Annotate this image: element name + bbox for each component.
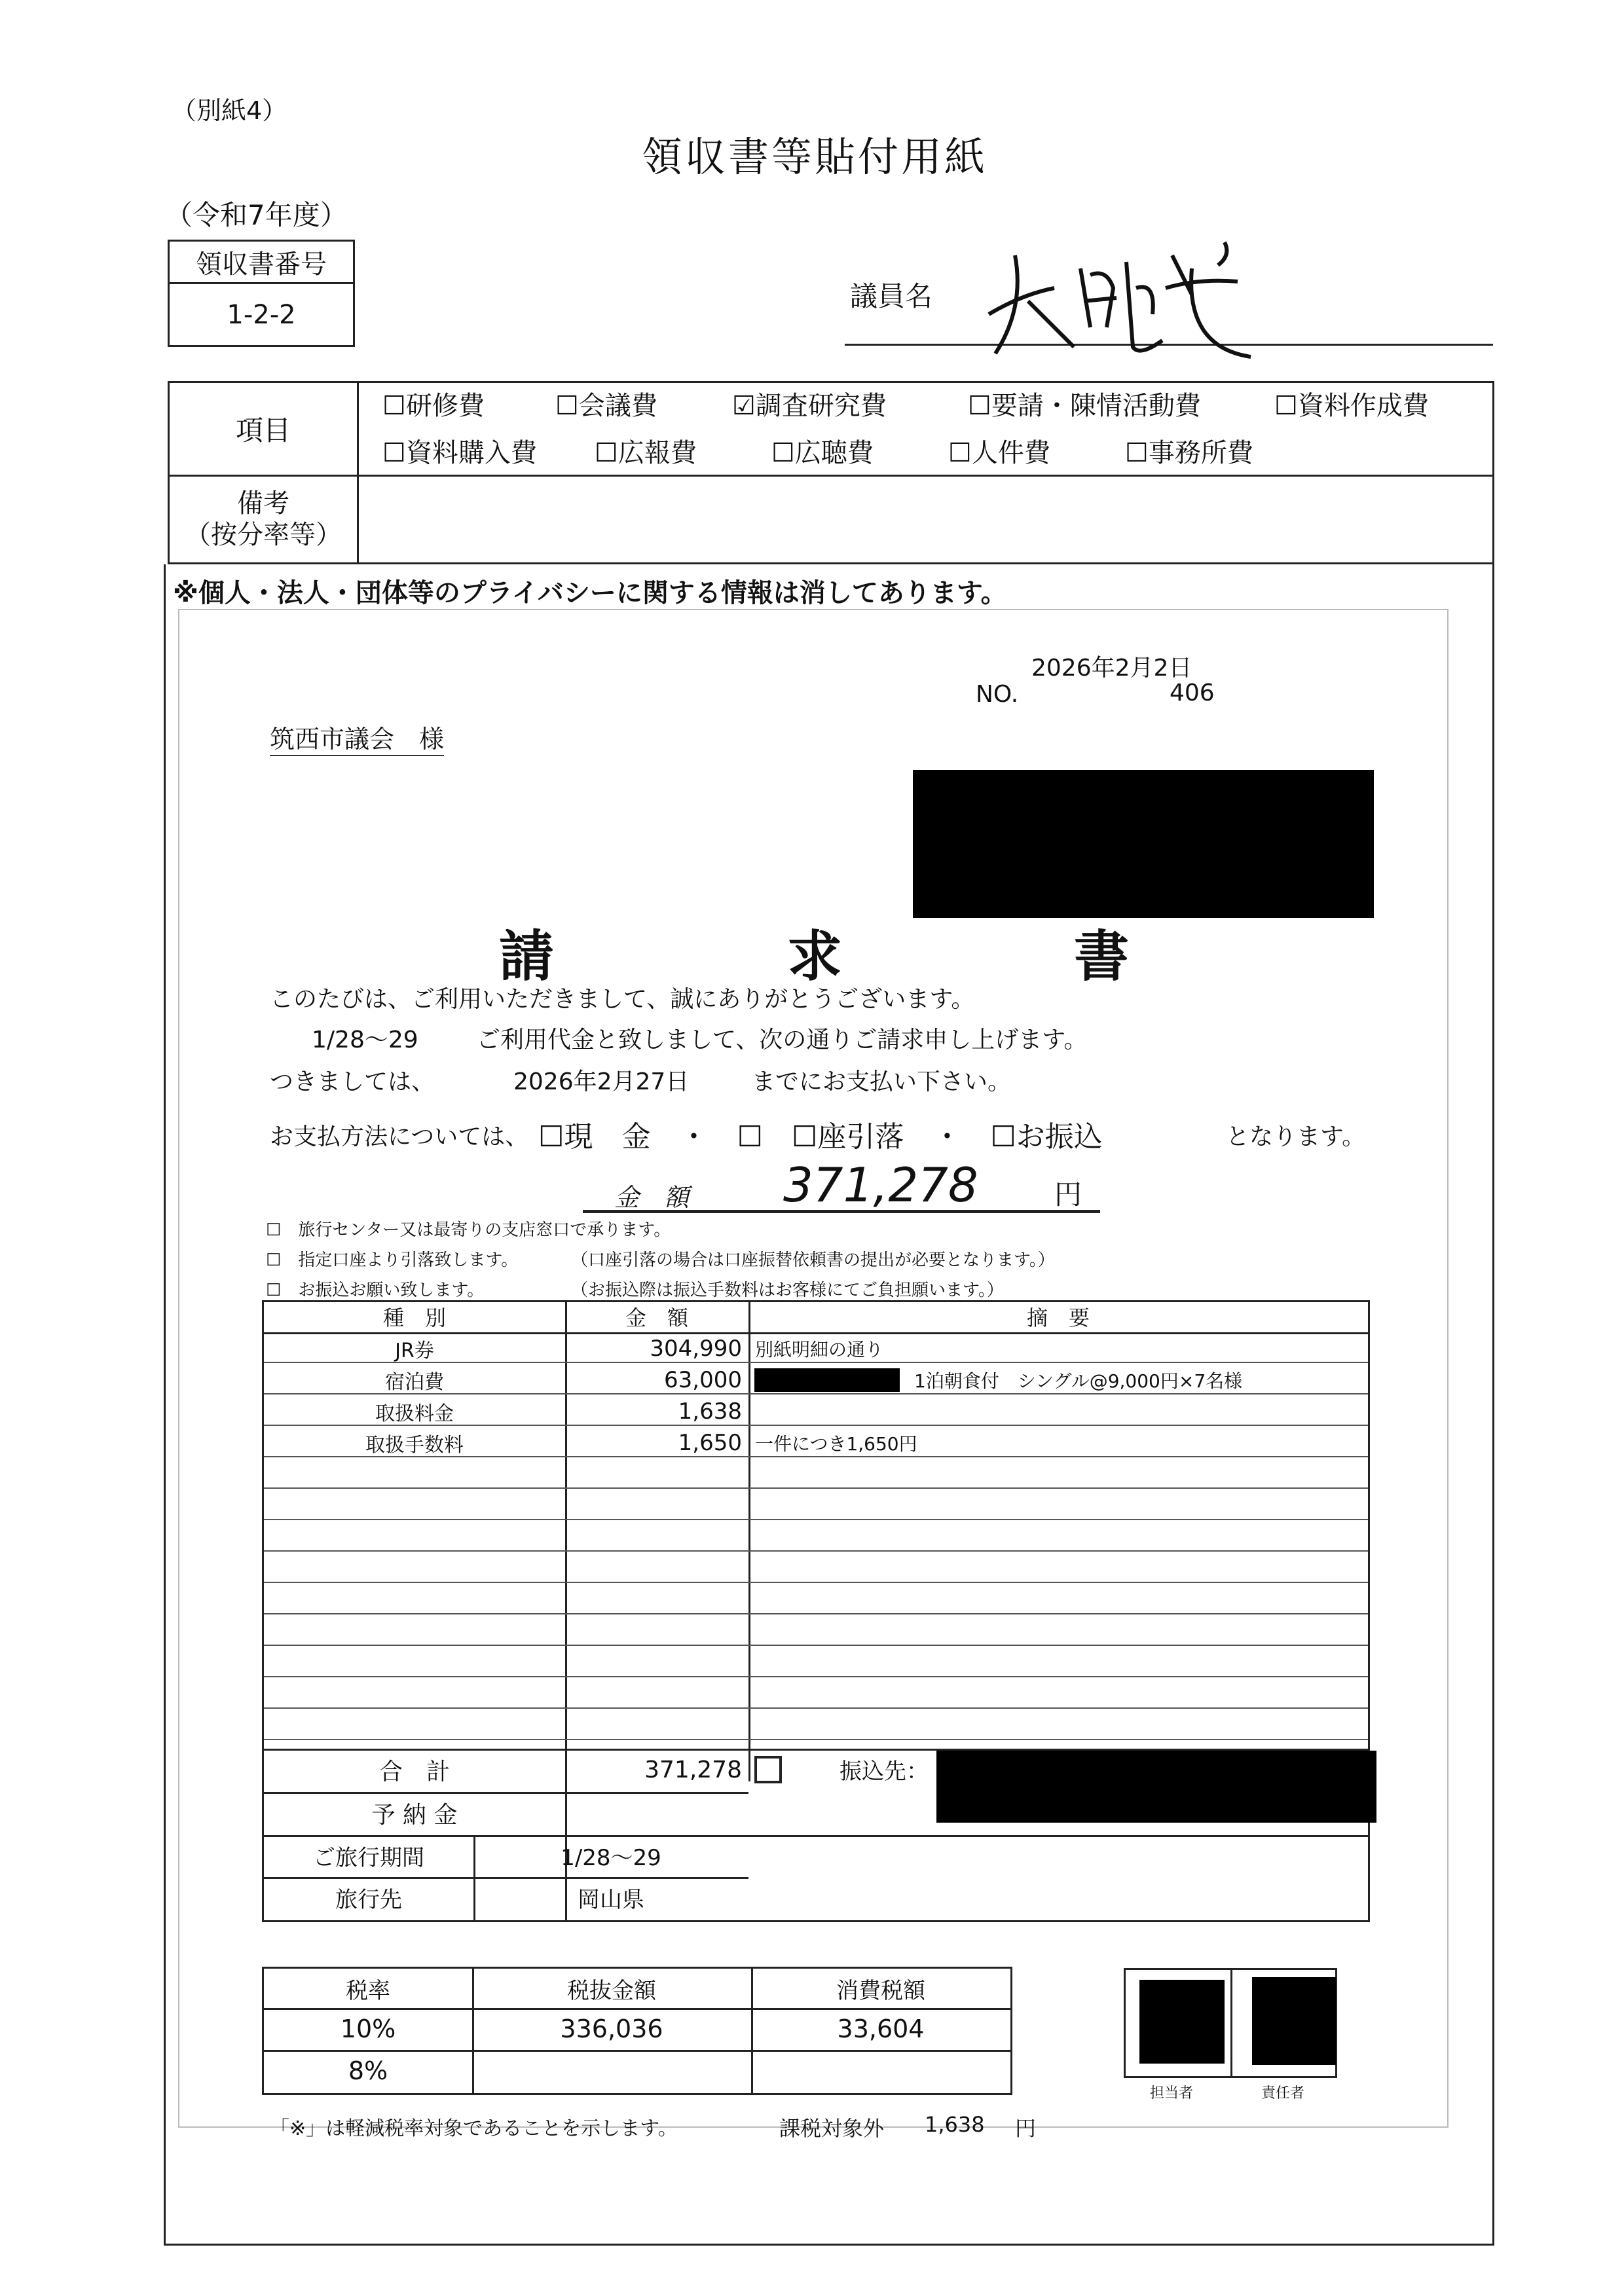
redacted-stamp-manager (1252, 1977, 1336, 2065)
amount-unit: 円 (1054, 1178, 1082, 1211)
row-summary: 1泊朝食付 シングル@9,000円×7名様 (914, 1370, 1243, 1392)
detail-row-rule (264, 1613, 1368, 1614)
note-3-extra: （お振込際は振込手数料はお客様にてご負担願います。） (571, 1277, 1004, 1302)
category-yosei-chinjo[interactable]: ☐要請・陳情活動費 (968, 391, 1201, 421)
amount-underline (583, 1210, 1100, 1213)
billing-line: ご利用代金と致しまして、次の通りご請求申し上げます。 (477, 1027, 1088, 1053)
row-type: JR券 (395, 1339, 434, 1362)
destination-value: 岡山県 (578, 1886, 644, 1913)
fiscal-year: （令和7年度） (165, 199, 348, 231)
member-name-label: 議員名 (850, 280, 933, 312)
row-amount: 1,650 (678, 1430, 742, 1456)
payment-suffix: となります。 (1226, 1123, 1366, 1150)
note-2-extra: （口座引落の場合は口座振替依頼書の提出が必要となります。） (571, 1250, 1055, 1270)
receipt-number-label: 領収書番号 (196, 249, 327, 280)
trip-period-value: 1/28～29 (561, 1844, 661, 1871)
tax-header-net: 税抜金額 (567, 1977, 656, 2004)
trip-period-label: ご旅行期間 (313, 1844, 424, 1871)
non-taxable-label: 課税対象外 (779, 2116, 885, 2141)
page-title: 領収書等貼付用紙 (642, 133, 988, 181)
redacted-stamp-staff (1139, 1980, 1225, 2064)
category-jimusho[interactable]: ☐事務所費 (1125, 438, 1253, 468)
detail-row-rule (264, 1645, 1368, 1646)
transfer-checkbox[interactable] (754, 1756, 782, 1783)
row-type: 宿泊費 (385, 1371, 444, 1394)
tax-header-tax: 消費税額 (836, 1977, 925, 2004)
remarks-label: 備考 （按分率等） (185, 488, 342, 550)
header-summary: 摘 要 (1026, 1305, 1090, 1330)
prepaid-label: 予 納 金 (371, 1801, 458, 1829)
category-kocho[interactable]: ☐広聴費 (771, 438, 874, 468)
reduced-rate-note: 「※」は軽減税率対象であることを示します。 (270, 2117, 678, 2140)
row-amount: 63,000 (664, 1367, 742, 1393)
row-summary (748, 1396, 1368, 1427)
privacy-note: ※個人・法人・団体等のプライバシーに関する情報は消してあります。 (173, 578, 1007, 608)
invoice-title-char-2: 求 (787, 924, 843, 989)
invoice-title-char-1: 請 (499, 924, 555, 989)
category-kenshu[interactable]: ☐研修費 (382, 391, 485, 421)
due-prefix: つきましては、 (270, 1068, 435, 1095)
detail-row-rule (264, 1582, 1368, 1583)
non-taxable-value: 1,638 (925, 2112, 985, 2137)
tax-net-10: 336,036 (560, 2014, 663, 2043)
row-summary: 別紙明細の通り (755, 1339, 884, 1360)
header-type: 種 別 (382, 1305, 446, 1330)
detail-row-rule (264, 1676, 1368, 1677)
invoice-no-label: NO. (976, 681, 1019, 708)
amount-value: 371,278 (783, 1157, 978, 1212)
due-suffix: までにお支払い下さい。 (752, 1068, 1012, 1095)
item-label: 項目 (235, 414, 291, 446)
tax-rate-10: 10% (340, 2014, 396, 2043)
payment-prefix: お支払方法については、 (270, 1123, 529, 1150)
category-jinken[interactable]: ☐人件費 (948, 438, 1050, 468)
row-type: 取扱手数料 (365, 1434, 464, 1457)
transfer-label: 振込先： (840, 1758, 929, 1785)
note-1: ☐ 旅行センター又は最寄りの支店窓口で承ります。 (266, 1220, 671, 1240)
member-signature (976, 216, 1277, 367)
row-type: 取扱料金 (375, 1402, 454, 1425)
tax-header-rate: 税率 (346, 1977, 390, 2004)
row-amount: 304,990 (650, 1336, 742, 1362)
payment-options: ☐現 金 ・ ☐ ☐座引落 ・ ☐お振込 (538, 1120, 1103, 1154)
destination-label: 旅行先 (335, 1886, 402, 1913)
redacted-transfer-account (936, 1751, 1376, 1823)
redacted-hotel (754, 1368, 900, 1392)
detail-row-rule (264, 1739, 1368, 1740)
receipt-number-box (168, 240, 355, 347)
stamp-label-manager: 責任者 (1261, 2085, 1305, 2102)
category-koho[interactable]: ☐広報費 (595, 438, 697, 468)
category-kaigi[interactable]: ☐会議費 (555, 391, 657, 421)
total-value: 371,278 (644, 1756, 742, 1783)
detail-row-rule (264, 1707, 1368, 1709)
total-label: 合 計 (378, 1758, 450, 1785)
category-chosa-kenkyu[interactable]: ☑調査研究費 (732, 391, 887, 421)
detail-row-rule (264, 1487, 1368, 1489)
invoice-date: 2026年2月2日 (1031, 655, 1192, 682)
row-amount: 1,638 (678, 1398, 742, 1425)
category-shiryo-sakusei[interactable]: ☐資料作成費 (1274, 391, 1429, 421)
detail-row-rule (264, 1519, 1368, 1520)
invoice-title-char-3: 書 (1074, 924, 1130, 989)
note-3: ☐ お振込お願い致します。 (266, 1281, 485, 1300)
category-shiryo-konyu[interactable]: ☐資料購入費 (382, 438, 537, 468)
detail-row-rule (264, 1550, 1368, 1552)
attachment-label: （別紙4） (172, 96, 287, 125)
addressee: 筑西市議会 様 (270, 719, 444, 756)
header-amount: 金 額 (625, 1305, 688, 1330)
stamp-label-staff: 担当者 (1150, 2085, 1194, 2102)
redacted-issuer (913, 770, 1374, 918)
row-summary: 一件につき1,650円 (755, 1433, 917, 1455)
invoice-no-value: 406 (1170, 680, 1215, 706)
usage-period: 1/28～29 (312, 1027, 418, 1053)
amount-label: 金 額 (614, 1183, 690, 1212)
tax-amount-10: 33,604 (837, 2014, 925, 2043)
due-date: 2026年2月27日 (513, 1068, 690, 1095)
non-taxable-unit: 円 (1015, 2116, 1037, 2141)
greeting-text: このたびは、ご利用いただきまして、誠にありがとうございます。 (270, 986, 975, 1013)
tax-rate-8: 8% (348, 2056, 388, 2085)
note-2: ☐ 指定口座より引落致します。 (266, 1250, 519, 1270)
receipt-number-value: 1-2-2 (227, 299, 296, 330)
